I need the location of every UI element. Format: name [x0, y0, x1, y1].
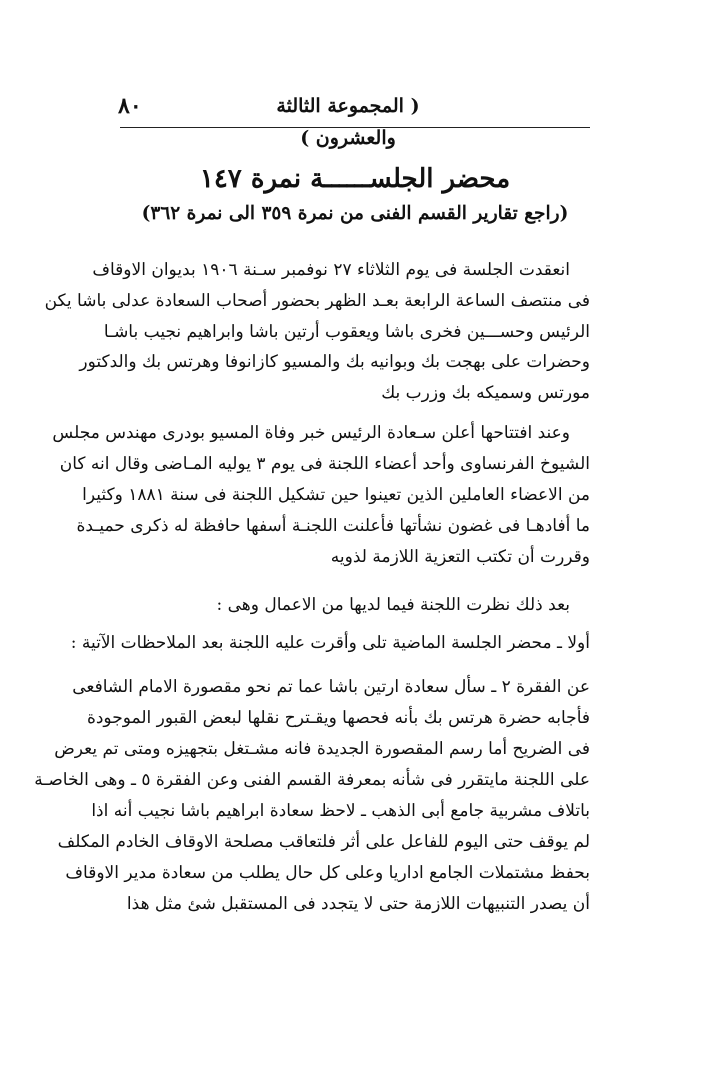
page-number: ٨٠ [118, 93, 142, 119]
paragraph-line: مورتس وسميكه بك وزرب بك [381, 383, 590, 403]
header-rule [120, 127, 590, 128]
paragraph-line: انعقدت الجلسة فى يوم الثلاثاء ٢٧ نوفمبر سـنة ١٩٠٦ بديوان الاوقاف [92, 260, 570, 280]
paragraph-line: ما أفادهـا فى غضون نشأتها فأعلنت اللجنـة أسفها حافظة له ذكرى حميـدة [76, 516, 590, 536]
paragraph-line: فى منتصف الساعة الرابعة بعـد الظهر بحضور أصحاب السعادة عدلى باشا يكن [44, 291, 590, 311]
paragraph-line: باتلاف مشربية جامع أبى الذهب ـ لاحظ سعادة ابراهيم باشا نجيب أنه اذا [91, 801, 590, 821]
paragraph-line: وعند افتتاحها أعلن سـعادة الرئيس خبر وفاة المسيو بودرى مهندس مجلس [52, 423, 570, 443]
paragraph-line: فى الضريح أما رسم المقصورة الجديدة فانه مشـتغل بتجهيزه ومتى تم يعرض [54, 739, 590, 759]
paragraph-line: لم يوقف حتى اليوم للفاعل على أثر فلتعاقب مصلحة الاوقاف الخادم المكلف [57, 832, 590, 852]
minutes-subtitle: (راجع تقارير القسم الفنى من نمرة ٣٥٩ الى نمرة ٣٦٢) [141, 203, 569, 224]
minutes-title: محضر الجلســــــة نمرة ١٤٧ [199, 164, 511, 194]
paragraph-line: عن الفقرة ٢ ـ سأل سعادة ارتين باشا عما تم نحو مقصورة الامام الشافعى [72, 677, 590, 697]
paragraph-line: وقررت أن تكتب التعزية اللازمة لذويه [330, 547, 590, 567]
paragraph-line: فأجابه حضرة هرتس بك بأنه فحصها ويقـترح نقلها لبعض القبور الموجودة [86, 708, 590, 728]
paragraph-line: أولا ـ محضر الجلسة الماضية تلى وأقرت عليه اللجنة بعد الملاحظات الآتية : [70, 633, 590, 653]
running-title: ( المجموعة الثالثة والعشرون ) [276, 95, 420, 149]
paragraph-line: أن يصدر التنبيهات اللازمة حتى لا يتجدد فى المستقبل شئ مثل هذا [126, 894, 590, 914]
paragraph-line: على اللجنة مايتقرر فى شأنه بمعرفة القسم الفنى وعن الفقرة ٥ ـ وهى الخاصـة [34, 770, 590, 790]
paragraph-line: الشيوخ الفرنساوى وأحد أعضاء اللجنة فى يوم ٣ يوليه المـاضى وقال انه كان [59, 454, 590, 474]
running-header [118, 90, 588, 149]
paragraph-line: وحضرات على بهجت بك وبوانيه بك والمسيو كازانوفا وهرتس بك والدكتور [79, 352, 590, 372]
paragraph-line: بعد ذلك نظرت اللجنة فيما لديها من الاعمال وهى : [216, 595, 570, 615]
paragraph-line: الرئيس وحســـين فخرى باشا ويعقوب أرتين باشا وابراهيم نجيب باشـا [103, 322, 590, 342]
paragraph-line: بحفظ مشتملات الجامع اداريا وعلى كل حال يطلب من سعادة مدير الاوقاف [65, 863, 590, 883]
paragraph-line: من الاعضاء العاملين الذين تعينوا حين تشكيل اللجنة فى سنة ١٨٨١ وكثيرا [82, 485, 590, 505]
